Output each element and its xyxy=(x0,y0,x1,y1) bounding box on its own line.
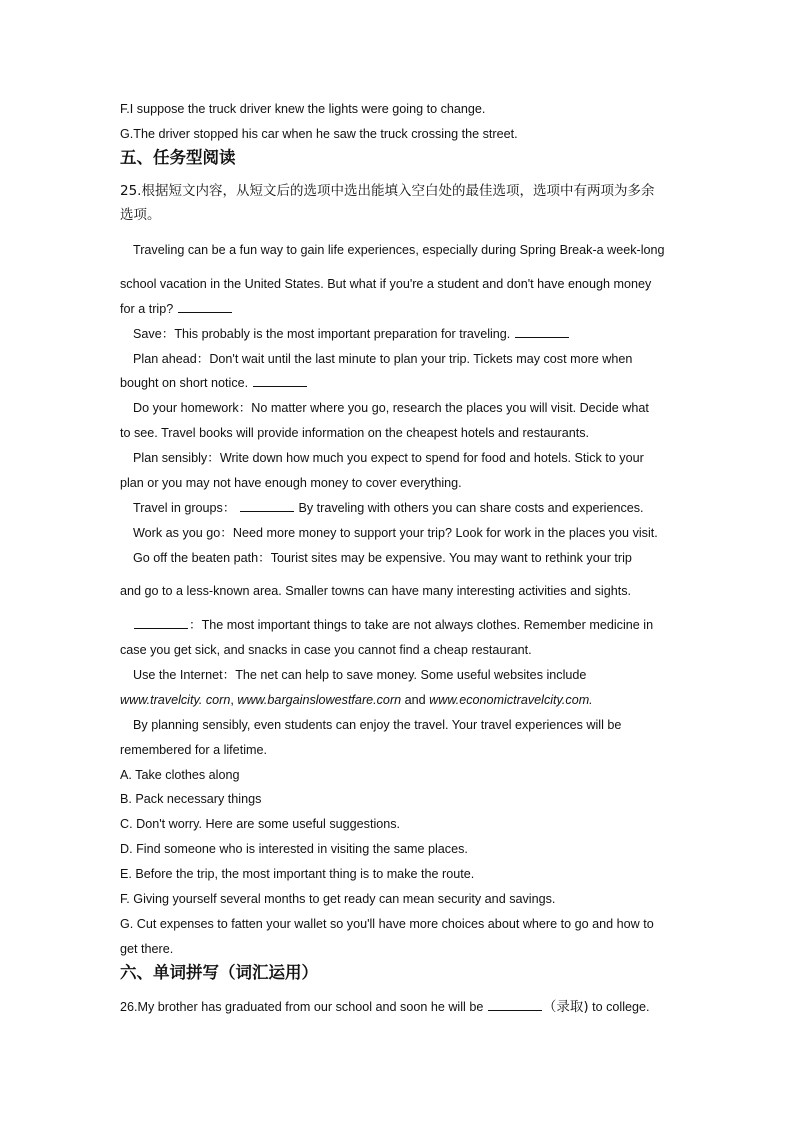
option-f-previous: F.I suppose the truck driver knew the lights were going to change. xyxy=(120,102,486,116)
beaten-path-line2: and go to a less-known area. Smaller towns can have many interesting activities and sights. xyxy=(120,584,632,598)
blank-3[interactable] xyxy=(253,375,307,387)
beaten-path-label: Go off the beaten path： xyxy=(133,551,271,565)
passage-p1-line2: school vacation in the United States. But what if you're a student and don't have enough money xyxy=(120,277,652,291)
blank-5[interactable] xyxy=(134,617,188,629)
save-line: Save：This probably is the most important preparation for traveling. xyxy=(133,326,684,342)
instruction-line2: 选项。 xyxy=(120,207,161,223)
groups-label: Travel in groups： xyxy=(133,501,236,515)
things-line: ：The most important things to take are not always clothes. Remember medicine in xyxy=(133,617,684,633)
homework-label: Do your homework： xyxy=(133,401,252,415)
option-g-line1: G. Cut expenses to fatten your wallet so you'll have more choices about where to go and how to xyxy=(120,917,654,931)
q26-hint: （录取) xyxy=(542,999,589,1015)
question-26: 26.My brother has graduated from our school and soon he will be （录取) to college. xyxy=(120,999,650,1015)
option-c: C. Don't worry. Here are some useful suggestions. xyxy=(120,817,401,831)
plan-ahead-line2: bought on short notice. xyxy=(120,375,684,391)
closing-line1: By planning sensibly, even students can enjoy the travel. Your travel experiences will be xyxy=(133,718,622,732)
internet-line: Use the Internet：The net can help to save money. Some useful websites include xyxy=(133,668,587,682)
save-label: Save： xyxy=(133,327,175,341)
sensibly-line2: plan or you may not have enough money to cover everything. xyxy=(120,476,462,490)
closing-line2: remembered for a lifetime. xyxy=(120,743,267,757)
url-bargains: www.bargainslowestfare.corn xyxy=(237,693,402,707)
things-line2: case you get sick, and snacks in case you cannot find a cheap restaurant. xyxy=(120,643,532,657)
sensibly-line: Plan sensibly：Write down how much you expect to spend for food and hotels. Stick to your xyxy=(133,451,644,465)
url-travelcity: www.travelcity. corn xyxy=(120,693,231,707)
section5-heading: 五、任务型阅读 xyxy=(120,148,236,167)
internet-label: Use the Internet： xyxy=(133,668,236,682)
option-g-previous: G.The driver stopped his car when he saw the truck crossing the street. xyxy=(120,127,518,141)
work-line: Work as you go：Need more money to support your trip? Look for work in the places you visit. xyxy=(133,526,658,540)
work-label: Work as you go： xyxy=(133,526,233,540)
websites-line: www.travelcity. corn, www.bargainslowestfare.corn and www.economictravelcity.com. xyxy=(120,693,593,707)
blank-1[interactable] xyxy=(178,301,232,313)
option-b: B. Pack necessary things xyxy=(120,792,262,806)
passage-p1-line1: Traveling can be a fun way to gain life experiences, especially during Spring Break-a week-long xyxy=(133,243,665,257)
passage-p1-line3: for a trip? xyxy=(120,301,684,317)
beaten-path-line: Go off the beaten path：Tourist sites may be expensive. You may want to rethink your trip xyxy=(133,551,632,565)
blank-4[interactable] xyxy=(240,500,294,512)
instruction-line1: 25.根据短文内容，从短文后的选项中选出能填入空白处的最佳选项，选项中有两项为多余 xyxy=(120,183,655,199)
option-e: E. Before the trip, the most important thing is to make the route. xyxy=(120,867,475,881)
groups-line: Travel in groups： By traveling with others you can share costs and experiences. xyxy=(133,501,644,515)
homework-line2: to see. Travel books will provide information on the cheapest hotels and restaurants. xyxy=(120,426,590,440)
homework-line: Do your homework：No matter where you go, research the places you will visit. Decide what xyxy=(133,401,649,415)
plan-ahead-line: Plan ahead：Don't wait until the last minute to plan your trip. Tickets may cost more when xyxy=(133,352,633,366)
plan-ahead-label: Plan ahead： xyxy=(133,352,210,366)
section6-heading: 六、单词拼写（词汇运用） xyxy=(120,963,318,982)
url-economic: www.economictravelcity.com. xyxy=(429,693,593,707)
sensibly-label: Plan sensibly： xyxy=(133,451,220,465)
blank-26[interactable] xyxy=(488,999,542,1011)
option-f: F. Giving yourself several months to get ready can mean security and savings. xyxy=(120,892,556,906)
option-a: A. Take clothes along xyxy=(120,768,240,782)
blank-2[interactable] xyxy=(515,326,569,338)
option-g-line2: get there. xyxy=(120,942,174,956)
option-d: D. Find someone who is interested in visiting the same places. xyxy=(120,842,468,856)
